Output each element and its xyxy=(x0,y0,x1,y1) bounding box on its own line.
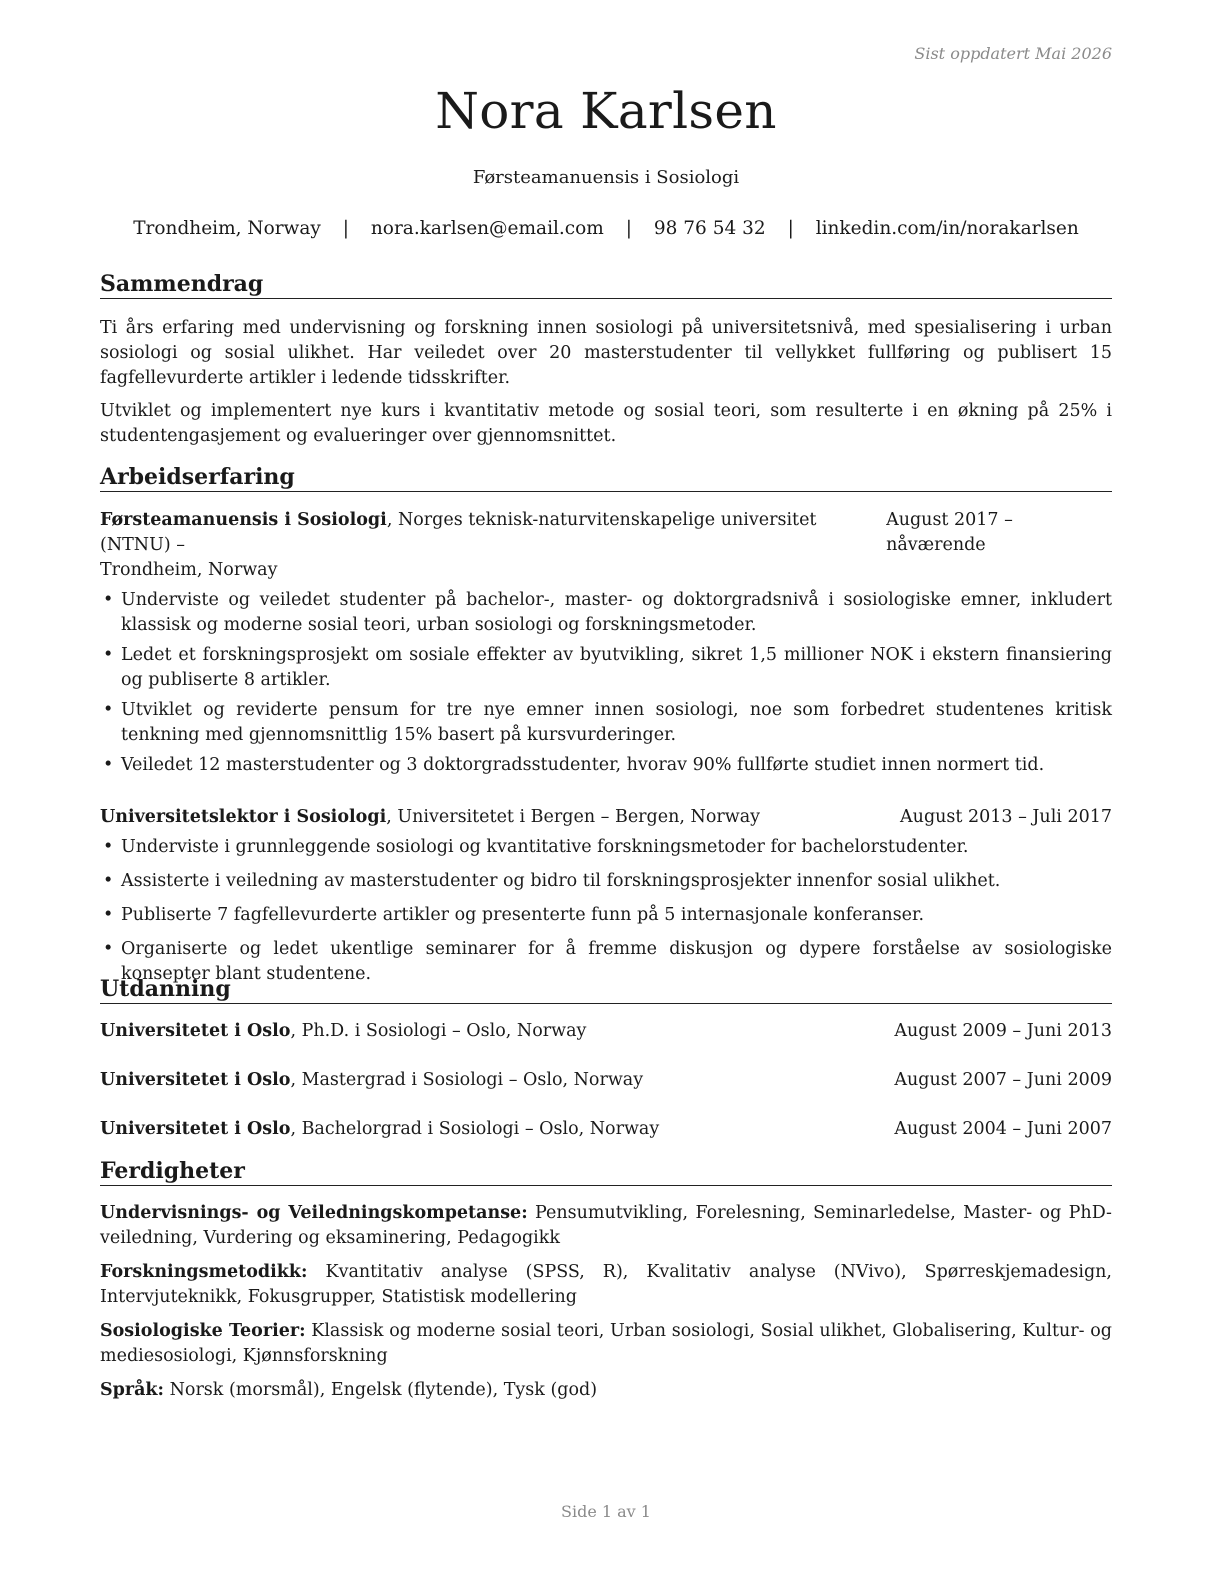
contact-separator: | xyxy=(787,218,794,239)
job-title: Førsteamanuensis i Sosiologi xyxy=(472,167,740,188)
bullet-glyph: • xyxy=(103,939,114,959)
contact-linkedin[interactable]: linkedin.com/in/norakarlsen xyxy=(815,218,1079,239)
education-entry xyxy=(100,1068,1112,1093)
contact-location: Trondheim, Norway xyxy=(133,218,321,239)
school-name: Universitetet i Oslo xyxy=(100,1021,291,1041)
contact-phone: 98 76 54 32 xyxy=(653,218,766,239)
skills-section xyxy=(100,1158,1112,1403)
bullet-text: Assisterte i veiledning av masterstudenter og bidro til forskningsprosjekter innenfor sosial ulikhet. xyxy=(121,871,1001,891)
bullet-glyph: • xyxy=(103,590,114,610)
list-item xyxy=(100,753,1112,778)
page-number: Side 1 av 1 xyxy=(561,1502,651,1521)
bullet-text: Utviklet og reviderte pensum for tre nye emner innen sosiologi, noe som forbedret studentenes kritisk tenkning med gjennomsnittlig 15% basert på kursvurderinger. xyxy=(121,700,1112,745)
education-section xyxy=(100,976,1112,1142)
section-heading: Utdanning xyxy=(100,976,1112,1004)
summary-paragraph: Ti års erfaring med undervisning og forskning innen sosiologi på universitetsnivå, med spesialisering i urban sosiologi og sosial ulikhet. Har veiledet over 20 masterstudenter til vellykket fullføring og publisert 15 fagfellevurderte artikler i ledende tidsskrifter. xyxy=(100,318,1112,388)
education-entry xyxy=(100,1019,1112,1044)
list-item xyxy=(100,643,1112,693)
experience-section xyxy=(100,464,1112,987)
skill-label: Språk: xyxy=(100,1380,165,1400)
job-role: Universitetslektor i Sosiologi xyxy=(100,807,387,827)
skill-group xyxy=(100,1319,1112,1369)
bullet-text: Veiledet 12 masterstudenter og 3 doktorgradsstudenter, hvorav 90% fullførte studiet innen normert tid. xyxy=(121,755,1045,775)
section-heading: Ferdigheter xyxy=(100,1158,1112,1186)
job-dates: August 2013 – Juli 2017 xyxy=(900,807,1112,827)
contact-line xyxy=(100,218,1112,239)
bullet-glyph: • xyxy=(103,871,114,891)
skill-label: Sosiologiske Teorier: xyxy=(100,1321,306,1341)
job-bullets xyxy=(100,835,1112,987)
list-item xyxy=(100,903,1112,928)
job-entry xyxy=(100,508,1112,778)
degree-detail: , Mastergrad i Sosiologi – Oslo, Norway xyxy=(290,1070,644,1090)
bullet-text: Underviste i grunnleggende sosiologi og kvantitative forskningsmetoder for bachelorstudenter. xyxy=(121,837,969,857)
job-role: Førsteamanuensis i Sosiologi xyxy=(100,510,387,530)
school-name: Universitetet i Oslo xyxy=(100,1119,291,1139)
bullet-text: Underviste og veiledet studenter på bachelor-, master- og doktorgradsnivå i sosiologiske emner, inkludert klassisk og moderne sosial teori, urban sosiologi og forskningsmetoder. xyxy=(121,590,1112,635)
bullet-text: Organiserte og ledet ukentlige seminarer for å fremme diskusjon og dypere forståelse av sosiologiske konsepter blant studentene. xyxy=(121,939,1112,984)
list-item xyxy=(100,835,1112,860)
contact-email[interactable]: nora.karlsen@email.com xyxy=(370,218,604,239)
skill-label: Forskningsmetodikk: xyxy=(100,1262,308,1282)
job-dates: August 2017 – nåværende xyxy=(886,510,1013,555)
education-dates: August 2009 – Juni 2013 xyxy=(894,1021,1112,1041)
degree-detail: , Bachelorgrad i Sosiologi – Oslo, Norway xyxy=(290,1119,660,1139)
skill-text: Klassisk og moderne sosial teori, Urban sosiologi, Sosial ulikhet, Globalisering, Kultur- og mediesosiologi, Kjønnsforskning xyxy=(100,1321,1112,1366)
job-role-org xyxy=(100,508,886,558)
section-heading: Arbeidserfaring xyxy=(100,464,1112,492)
school-name: Universitetet i Oslo xyxy=(100,1070,291,1090)
bullet-glyph: • xyxy=(103,905,114,925)
job-org: , Norges teknisk-naturvitenskapelige universitet (NTNU) – xyxy=(100,510,817,555)
bullet-text: Publiserte 7 fagfellevurderte artikler og presenterte funn på 5 internasjonale konferanser. xyxy=(121,905,925,925)
skill-text: Pensumutvikling, Forelesning, Seminarledelse, Master- og PhD-veiledning, Vurdering og eksaminering, Pedagogikk xyxy=(100,1203,1112,1248)
education-dates: August 2004 – Juni 2007 xyxy=(894,1119,1112,1139)
summary-paragraph: Utviklet og implementert nye kurs i kvantitativ metode og sosial teori, som resulterte i en økning på 25% i studentengasjement og evalueringer over gjennomsnittet. xyxy=(100,401,1112,446)
contact-separator: | xyxy=(625,218,632,239)
bullet-text: Ledet et forskningsprosjekt om sosiale effekter av byutvikling, sikret 1,5 millioner NOK i ekstern finansiering og publiserte 8 artikler. xyxy=(121,645,1112,690)
job-header xyxy=(100,805,1112,830)
skill-group xyxy=(100,1260,1112,1310)
skill-group xyxy=(100,1378,1112,1403)
skill-group xyxy=(100,1201,1112,1251)
bullet-glyph: • xyxy=(103,837,114,857)
job-header xyxy=(100,508,1112,558)
summary-section xyxy=(100,271,1112,449)
job-role-org xyxy=(100,805,760,830)
education-entry xyxy=(100,1117,1112,1142)
skill-text: Kvantitativ analyse (SPSS, R), Kvalitativ analyse (NVivo), Spørreskjemadesign, Intervjuteknikk, Fokusgrupper, Statistisk modellering xyxy=(100,1262,1112,1307)
person-name: Nora Karlsen xyxy=(435,82,777,140)
job-location: Trondheim, Norway xyxy=(100,560,278,580)
contact-separator: | xyxy=(342,218,349,239)
education-dates: August 2007 – Juni 2009 xyxy=(894,1070,1112,1090)
skill-label: Undervisnings- og Veiledningskompetanse: xyxy=(100,1203,528,1223)
job-bullets xyxy=(100,588,1112,778)
bullet-glyph: • xyxy=(103,755,114,775)
job-org: , Universitetet i Bergen – Bergen, Norway xyxy=(386,807,761,827)
job-entry xyxy=(100,805,1112,987)
list-item xyxy=(100,698,1112,748)
bullet-glyph: • xyxy=(103,645,114,665)
skill-text: Norsk (morsmål), Engelsk (flytende), Tysk (god) xyxy=(164,1380,598,1400)
bullet-glyph: • xyxy=(103,700,114,720)
list-item xyxy=(100,588,1112,638)
section-heading: Sammendrag xyxy=(100,271,1112,299)
list-item xyxy=(100,869,1112,894)
last-updated: Sist oppdatert Mai 2026 xyxy=(914,44,1112,63)
degree-detail: , Ph.D. i Sosiologi – Oslo, Norway xyxy=(290,1021,587,1041)
